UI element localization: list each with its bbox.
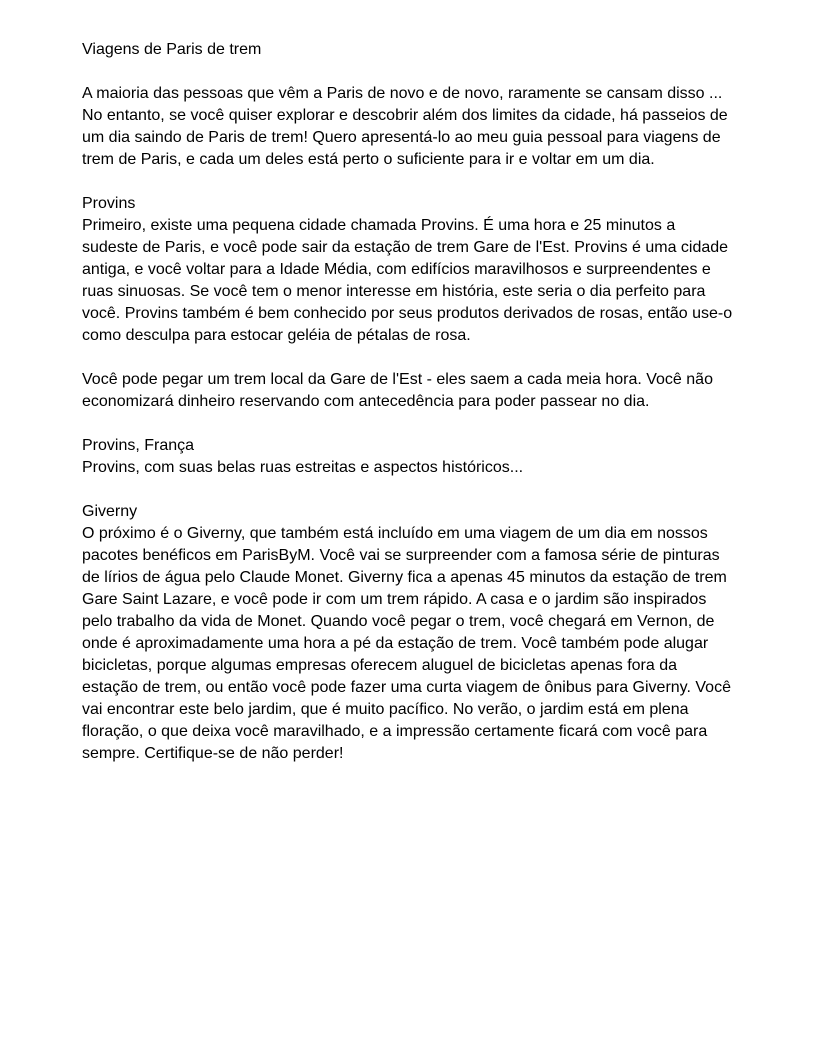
provins-paragraph: [82, 215, 762, 347]
giverny-line: bicicletas, porque algumas empresas oferecem aluguel de bicicletas apenas fora da: [82, 657, 678, 674]
giverny-line: floração, o que deixa você maravilhado, e a impressão certamente ficará com você para: [82, 723, 708, 740]
provins-line: antiga, e você voltar para a Idade Média, com edifícios maravilhosos e surpreendentes e: [82, 261, 711, 278]
provins-train-paragraph: [82, 369, 762, 413]
intro-line: um dia saindo de Paris de trem! Quero apresentá-lo ao meu guia pessoal para viagens de: [82, 129, 721, 146]
giverny-line: de lírios de água pelo Claude Monet. Giverny fica a apenas 45 minutos da estação de trem: [82, 569, 727, 586]
train-info-line: economizará dinheiro reservando com antecedência para poder passear no dia.: [82, 393, 650, 410]
provins-heading: Provins: [82, 195, 136, 212]
giverny-line: onde é aproximadamente uma hora a pé da estação de trem. Você também pode alugar: [82, 635, 709, 652]
provins-line: ruas sinuosas. Se você tem o menor interesse em história, este seria o dia perfeito para: [82, 283, 706, 300]
giverny-line: pacotes benéficos em ParisByM. Você vai se surpreender com a famosa série de pinturas: [82, 547, 720, 564]
document-page: [82, 39, 762, 765]
intro-line: A maioria das pessoas que vêm a Paris de novo e de novo, raramente se cansam disso ...: [82, 85, 723, 102]
spacer: [82, 171, 762, 193]
giverny-line: sempre. Certifique-se de não perder!: [82, 745, 344, 762]
intro-paragraph: [82, 83, 762, 171]
giverny-paragraph: [82, 523, 762, 765]
provins-caption-text: Provins, com suas belas ruas estreitas e aspectos históricos...: [82, 459, 524, 476]
provins-line: como desculpa para estocar geléia de pétalas de rosa.: [82, 327, 471, 344]
provins-line: sudeste de Paris, e você pode sair da estação de trem Gare de l'Est. Provins é uma cidade: [82, 239, 729, 256]
giverny-heading: Giverny: [82, 503, 138, 520]
spacer: [82, 347, 762, 369]
giverny-line: pelo trabalho da vida de Monet. Quando você pegar o trem, você chegará em Vernon, de: [82, 613, 715, 630]
giverny-line: O próximo é o Giverny, que também está incluído em uma viagem de um dia em nossos: [82, 525, 708, 542]
intro-line: No entanto, se você quiser explorar e descobrir além dos limites da cidade, há passeios de: [82, 107, 728, 124]
intro-line: trem de Paris, e cada um deles está perto o suficiente para ir e voltar em um dia.: [82, 151, 655, 168]
train-info-line: Você pode pegar um trem local da Gare de l'Est - eles saem a cada meia hora. Você não: [82, 371, 713, 388]
giverny-line: vai encontrar este belo jardim, que é muito pacífico. No verão, o jardim está em plena: [82, 701, 689, 718]
provins-line: você. Provins também é bem conhecido por seus produtos derivados de rosas, então use-o: [82, 305, 733, 322]
provins-line: Primeiro, existe uma pequena cidade chamada Provins. É uma hora e 25 minutos a: [82, 217, 676, 234]
giverny-line: estação de trem, ou então você pode fazer uma curta viagem de ônibus para Giverny. Você: [82, 679, 731, 696]
spacer: [82, 413, 762, 435]
document-title: Viagens de Paris de trem: [82, 41, 262, 58]
giverny-line: Gare Saint Lazare, e você pode ir com um trem rápido. A casa e o jardim são inspirados: [82, 591, 707, 608]
provins-caption-title: Provins, França: [82, 437, 195, 454]
spacer: [82, 479, 762, 501]
spacer: [82, 61, 762, 83]
